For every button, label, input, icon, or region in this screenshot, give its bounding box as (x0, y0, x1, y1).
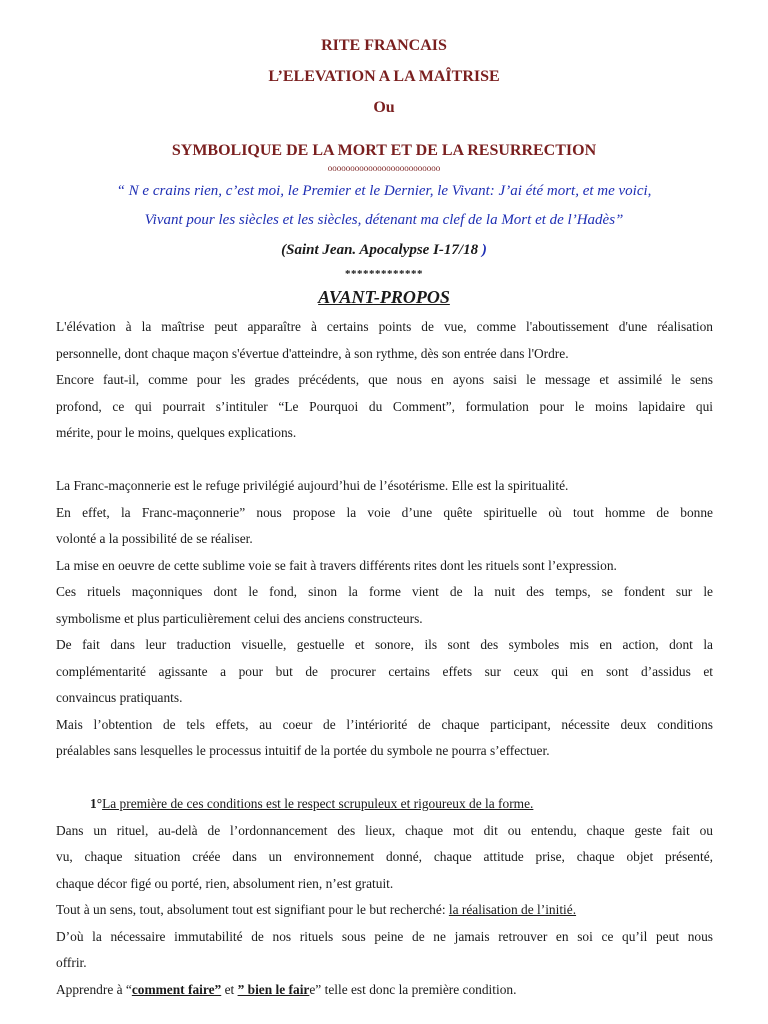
emphasis-phrase: comment faire” (131, 981, 222, 997)
paragraph-line: préalables sans lesquelles le processus intuitif de la portée du symbole ne pourra s’effectuer. (56, 743, 550, 758)
paragraph-line: vu, chaque situation créée dans un environnement donné, chaque attitude prise, chaque objet présenté, (56, 849, 713, 864)
quote-citation (0, 242, 768, 259)
paragraph-line: En effet, la Franc-maçonnerie” nous propose la voie d’une quête spirituelle où tout homme de bonne (56, 504, 713, 520)
paragraph-line: Mais l’obtention de tels effets, au coeur de l’intériorité de chaque participant, nécessite deux conditions (56, 716, 713, 732)
paragraph-line: personnelle, dont chaque maçon s'évertue d'atteindre, à son rythme, dès son entrée dans l'Ordre. (56, 345, 569, 361)
condition-heading (56, 791, 713, 818)
section-heading: AVANT-PROPOS (318, 287, 450, 307)
doc-title-symbolique: SYMBOLIQUE DE LA MORT ET DE LA RESURRECTION (171, 142, 597, 159)
paragraph-segment: et (221, 981, 238, 997)
stars-separator: ************* (345, 268, 423, 280)
blank-line (56, 447, 713, 474)
paragraph-line: offrir. (56, 955, 87, 970)
condition-number: 1° (90, 796, 103, 811)
paragraph-segment: Apprendre à “ (56, 981, 132, 997)
paragraph-line: profond, ce qui pourrait s’intituler “Le Pourquoi du Comment”, formulation pour le moins lapidaire qui (56, 398, 713, 414)
paragraph-line: L'élévation à la maîtrise peut apparaître à certains points de vue, comme l'aboutissement d'une réalisation (56, 319, 713, 334)
paragraph-line: D’où la nécessaire immutabilité de nos rituels sous peine de ne jamais retrouver en soi ce qu’il peut nous (56, 928, 713, 944)
paragraph-line: La mise en oeuvre de cette sublime voie se fait à travers différents rites dont les rituels sont l’expression. (56, 557, 617, 573)
blank-line (56, 765, 713, 792)
emphasis-phrase: ” bien le fair (237, 981, 310, 997)
doc-title-rite: RITE FRANCAIS (321, 37, 447, 54)
paragraph-line: Dans un rituel, au-delà de l’ordonnancement des lieux, chaque mot dit ou entendu, chaque geste fait ou (56, 822, 713, 838)
paragraph-segment: e” telle est donc la première condition. (309, 981, 517, 997)
paragraph-line (56, 977, 713, 1004)
body-text (56, 314, 713, 1003)
paragraph-line: Encore faut-il, comme pour les grades précédents, que nous en ayons saisi le message et assimilé le sens (56, 372, 713, 387)
condition-text: La première de ces conditions est le respect scrupuleux et rigoureux de la forme. (102, 796, 534, 811)
paragraph-line: complémentarité agissante a pour but de procurer certains effets sur ceux qui en sont d’assidus et (56, 663, 713, 679)
paragraph-line: Ces rituels maçonniques dont le fond, sinon la forme vient de la nuit des temps, se fondent sur le (56, 584, 713, 599)
paragraph-line: symbolisme et plus particulièrement celui des anciens constructeurs. (56, 610, 423, 626)
doc-title-elevation: L’ELEVATION A LA MAÎTRISE (268, 68, 500, 85)
quote-line-1: “ N e crains rien, c’est moi, le Premier et le Dernier, le Vivant: J’ai été mort, et me voici, (116, 183, 652, 199)
paragraph-segment: Tout à un sens, tout, absolument tout est signifiant pour le but recherché: (56, 902, 449, 917)
paragraph-line (56, 897, 713, 924)
paragraph-line: De fait dans leur traduction visuelle, gestuelle et sonore, ils sont des symboles mis en action, dont la (56, 637, 713, 652)
paragraph-line: chaque décor figé ou porté, rien, absolument rien, n’est gratuit. (56, 875, 394, 891)
paragraph-line: mérite, pour le moins, quelques explications. (56, 425, 297, 440)
paragraph-line: convaincus pratiquants. (56, 690, 183, 705)
title-separator: ooooooooooooooooooooooooo (327, 163, 441, 173)
paragraph-line: La Franc-maçonnerie est le refuge privilégié aujourd’hui de l’ésotérisme. Elle est la spiritualité. (56, 478, 569, 493)
citation-close: ) (481, 242, 487, 258)
quote-line-2: Vivant pour les siècles et les siècles, détenant ma clef de la Mort et de l’Hadès” (144, 212, 624, 228)
underlined-phrase: la réalisation de l’initié. (448, 902, 577, 917)
citation-text: (Saint Jean. Apocalypse I-17/18 (281, 242, 479, 258)
paragraph-line: volonté a la possibilité de se réaliser. (56, 531, 253, 546)
doc-title-ou: Ou (373, 99, 395, 116)
